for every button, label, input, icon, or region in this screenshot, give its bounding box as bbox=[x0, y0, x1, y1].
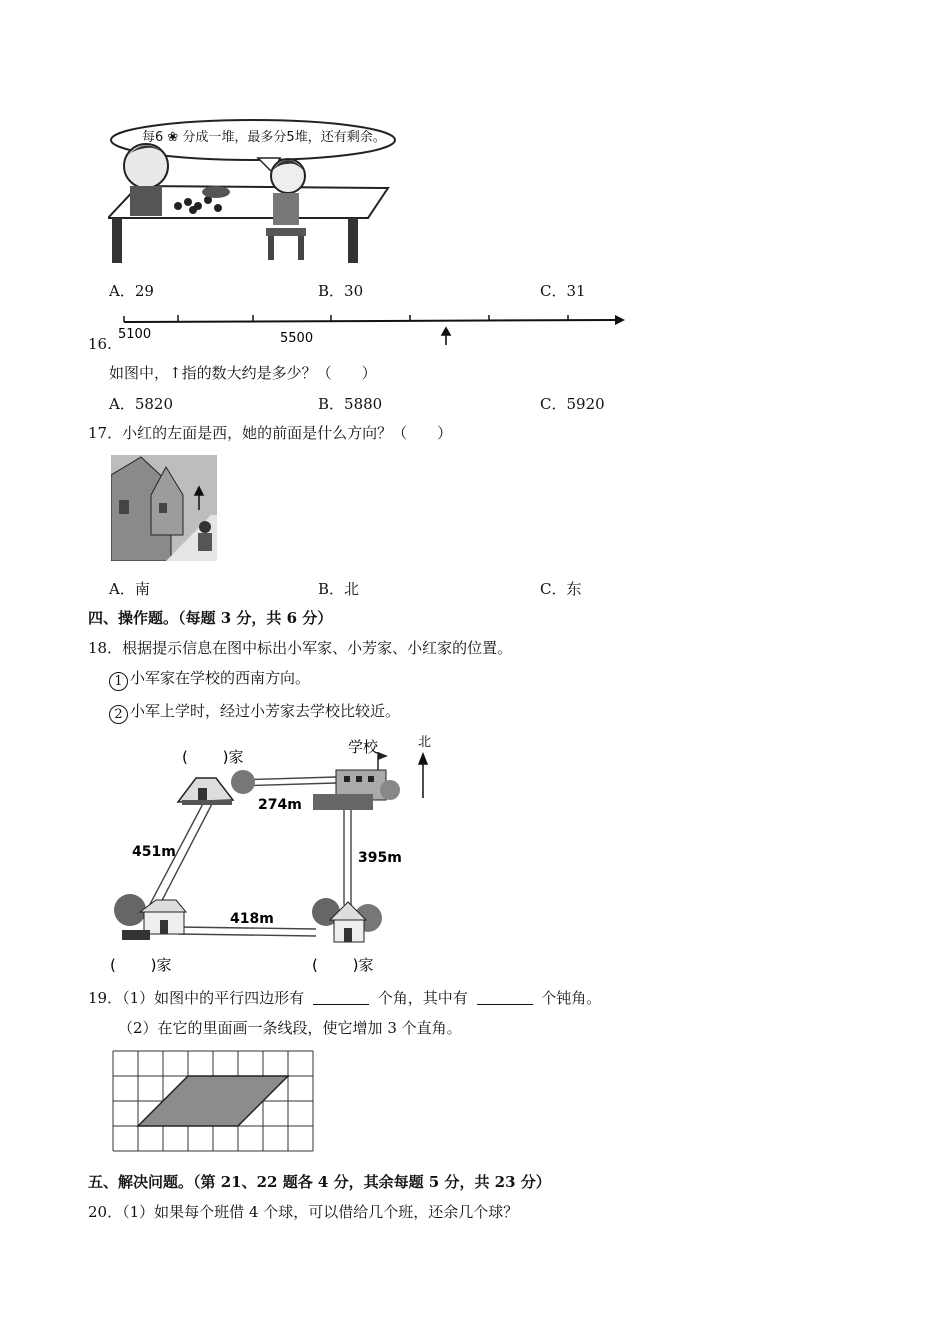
speech-bubble-text: 每6 ❀ 分成一堆，最多分5堆，还有剩余。 bbox=[142, 130, 386, 145]
q17-street-picture bbox=[111, 455, 217, 561]
q19-part-1 bbox=[88, 988, 601, 1008]
q15-option-a[interactable]: A．29 bbox=[109, 282, 154, 300]
distance-418m: 418m bbox=[230, 911, 274, 927]
section-5-title: 五、解决问题。（第 21、22 题各 4 分，其余每题 5 分，共 23 分） bbox=[88, 1173, 551, 1191]
q19-part-1-text-a: 19．（1）如图中的平行四边形有 bbox=[88, 989, 305, 1007]
q15-option-c[interactable]: C．31 bbox=[540, 282, 586, 300]
up-arrow-icon bbox=[442, 328, 450, 345]
obtuse-angle-count-blank[interactable] bbox=[477, 990, 533, 1005]
tick-label-5500: 5500 bbox=[280, 331, 314, 346]
house-icon-bottomright bbox=[312, 898, 382, 942]
q15-option-b[interactable]: B．30 bbox=[318, 282, 364, 300]
q18-question: 18．根据提示信息在图中标出小军家、小芳家、小红家的位置。 bbox=[88, 639, 513, 657]
home-label-topleft: ( )家 bbox=[182, 748, 244, 766]
school-label: 学校 bbox=[348, 738, 379, 756]
home-label-bottomright: ( )家 bbox=[312, 956, 374, 974]
q16-question: 如图中，↑指的数大约是多少？（ ） bbox=[109, 364, 377, 382]
q19-part-1-text-b: 个角，其中有 bbox=[377, 989, 468, 1007]
q18-hint-1 bbox=[109, 668, 310, 691]
north-label: 北 bbox=[418, 735, 432, 750]
hint-text-1: 小军家在学校的西南方向。 bbox=[130, 669, 311, 687]
distance-395m: 395m bbox=[358, 850, 402, 866]
school-icon bbox=[313, 752, 400, 810]
q18-map bbox=[108, 730, 438, 980]
q17-option-b[interactable]: B．北 bbox=[318, 580, 360, 598]
q16-option-c[interactable]: C．5920 bbox=[540, 395, 605, 413]
q19-part-1-text-c: 个钝角。 bbox=[541, 989, 602, 1007]
q17-question: 17．小红的左面是西，她的前面是什么方向？（ ） bbox=[88, 424, 453, 442]
axis-arrow-icon bbox=[615, 315, 625, 325]
q19-part-2: （2）在它的里面画一条线段，使它增加 3 个直角。 bbox=[118, 1019, 462, 1037]
hint-number-2: 2 bbox=[109, 705, 128, 724]
q16-option-b[interactable]: B．5880 bbox=[318, 395, 383, 413]
q18-hint-2 bbox=[109, 701, 400, 724]
section-4-title: 四、操作题。（每题 3 分，共 6 分） bbox=[88, 609, 333, 627]
q19-parallelogram-grid[interactable] bbox=[112, 1050, 318, 1154]
house-icon-bottomleft bbox=[114, 894, 186, 940]
home-label-bottomleft: ( )家 bbox=[110, 956, 172, 974]
hint-number-1: 1 bbox=[109, 672, 128, 691]
distance-451m: 451m bbox=[132, 844, 176, 860]
north-arrow-icon bbox=[419, 754, 427, 798]
q17-option-a[interactable]: A．南 bbox=[109, 580, 150, 598]
hint-text-2: 小军上学时，经过小芳家去学校比较近。 bbox=[130, 702, 401, 720]
angle-count-blank[interactable] bbox=[313, 990, 369, 1005]
tick-label-5100: 5100 bbox=[118, 327, 152, 342]
q17-option-c[interactable]: C．东 bbox=[540, 580, 582, 598]
q16-number-line bbox=[110, 305, 630, 350]
q16-number: 16. bbox=[88, 335, 112, 353]
house-icon-topleft bbox=[178, 770, 255, 805]
q20-question: 20．（1）如果每个班借 4 个球，可以借给几个班，还余几个球？ bbox=[88, 1203, 519, 1221]
q16-option-a[interactable]: A．5820 bbox=[109, 395, 174, 413]
distance-274m: 274m bbox=[258, 797, 302, 813]
